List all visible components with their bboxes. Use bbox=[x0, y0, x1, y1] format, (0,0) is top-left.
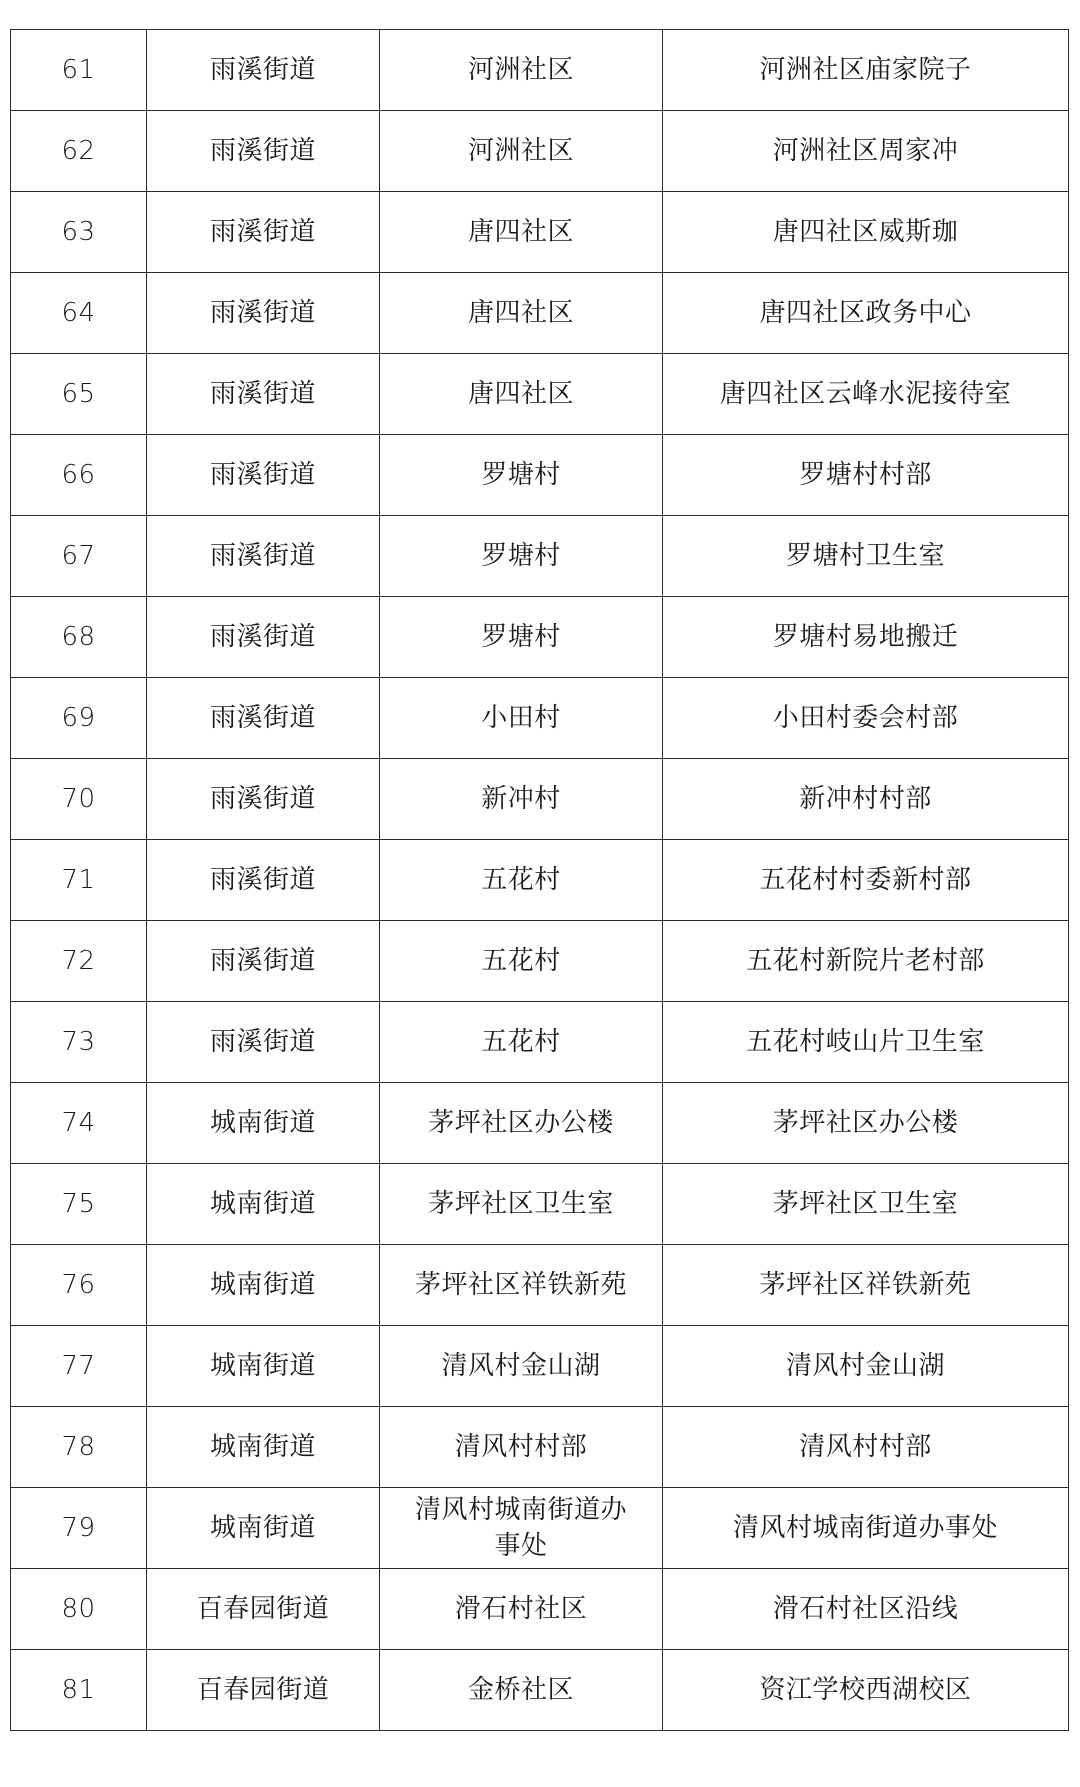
table-row bbox=[11, 1407, 1069, 1488]
row-number-cell: 63 bbox=[11, 192, 147, 273]
row-number-cell: 75 bbox=[11, 1164, 147, 1245]
community-cell: 滑石村社区 bbox=[380, 1569, 663, 1650]
row-number-cell: 79 bbox=[11, 1488, 147, 1569]
community-cell: 金桥社区 bbox=[380, 1650, 663, 1731]
location-cell: 清风村金山湖 bbox=[663, 1326, 1069, 1407]
location-cell: 茅坪社区办公楼 bbox=[663, 1083, 1069, 1164]
row-number-cell: 80 bbox=[11, 1569, 147, 1650]
community-cell: 五花村 bbox=[380, 1002, 663, 1083]
location-cell: 罗塘村村部 bbox=[663, 435, 1069, 516]
row-number-cell: 61 bbox=[11, 30, 147, 111]
location-cell: 唐四社区政务中心 bbox=[663, 273, 1069, 354]
table-row bbox=[11, 1326, 1069, 1407]
location-cell: 滑石村社区沿线 bbox=[663, 1569, 1069, 1650]
community-cell: 小田村 bbox=[380, 678, 663, 759]
location-cell: 五花村新院片老村部 bbox=[663, 921, 1069, 1002]
location-cell: 资江学校西湖校区 bbox=[663, 1650, 1069, 1731]
location-cell: 五花村村委新村部 bbox=[663, 840, 1069, 921]
street-cell: 雨溪街道 bbox=[147, 921, 380, 1002]
table-row bbox=[11, 1650, 1069, 1731]
community-cell: 茅坪社区办公楼 bbox=[380, 1083, 663, 1164]
table-row bbox=[11, 354, 1069, 435]
table-row bbox=[11, 597, 1069, 678]
community-cell: 唐四社区 bbox=[380, 273, 663, 354]
community-cell: 罗塘村 bbox=[380, 435, 663, 516]
community-cell: 五花村 bbox=[380, 921, 663, 1002]
table-row bbox=[11, 1164, 1069, 1245]
community-cell: 罗塘村 bbox=[380, 516, 663, 597]
community-cell: 茅坪社区祥铁新苑 bbox=[380, 1245, 663, 1326]
row-number-cell: 76 bbox=[11, 1245, 147, 1326]
location-cell: 小田村委会村部 bbox=[663, 678, 1069, 759]
street-cell: 城南街道 bbox=[147, 1083, 380, 1164]
row-number-cell: 74 bbox=[11, 1083, 147, 1164]
row-number-cell: 69 bbox=[11, 678, 147, 759]
table-row bbox=[11, 516, 1069, 597]
street-cell: 城南街道 bbox=[147, 1164, 380, 1245]
street-cell: 雨溪街道 bbox=[147, 759, 380, 840]
location-cell: 河洲社区周家冲 bbox=[663, 111, 1069, 192]
street-cell: 百春园街道 bbox=[147, 1650, 380, 1731]
location-cell: 新冲村村部 bbox=[663, 759, 1069, 840]
street-cell: 雨溪街道 bbox=[147, 273, 380, 354]
street-cell: 雨溪街道 bbox=[147, 516, 380, 597]
table-row bbox=[11, 1002, 1069, 1083]
location-cell: 五花村岐山片卫生室 bbox=[663, 1002, 1069, 1083]
row-number-cell: 72 bbox=[11, 921, 147, 1002]
street-cell: 雨溪街道 bbox=[147, 111, 380, 192]
street-cell: 雨溪街道 bbox=[147, 354, 380, 435]
table-row bbox=[11, 30, 1069, 111]
location-cell: 清风村村部 bbox=[663, 1407, 1069, 1488]
table-row bbox=[11, 1569, 1069, 1650]
location-cell: 茅坪社区卫生室 bbox=[663, 1164, 1069, 1245]
street-cell: 城南街道 bbox=[147, 1245, 380, 1326]
location-table bbox=[10, 29, 1069, 1731]
location-cell: 罗塘村易地搬迁 bbox=[663, 597, 1069, 678]
row-number-cell: 68 bbox=[11, 597, 147, 678]
table-row bbox=[11, 435, 1069, 516]
table-row bbox=[11, 759, 1069, 840]
table-row bbox=[11, 1488, 1069, 1569]
street-cell: 雨溪街道 bbox=[147, 678, 380, 759]
table-row bbox=[11, 273, 1069, 354]
street-cell: 雨溪街道 bbox=[147, 597, 380, 678]
location-cell: 河洲社区庙家院子 bbox=[663, 30, 1069, 111]
community-cell: 茅坪社区卫生室 bbox=[380, 1164, 663, 1245]
row-number-cell: 73 bbox=[11, 1002, 147, 1083]
row-number-cell: 62 bbox=[11, 111, 147, 192]
row-number-cell: 81 bbox=[11, 1650, 147, 1731]
table-row bbox=[11, 921, 1069, 1002]
row-number-cell: 65 bbox=[11, 354, 147, 435]
community-cell: 罗塘村 bbox=[380, 597, 663, 678]
row-number-cell: 77 bbox=[11, 1326, 147, 1407]
community-cell: 清风村金山湖 bbox=[380, 1326, 663, 1407]
table-body bbox=[11, 30, 1069, 1731]
street-cell: 雨溪街道 bbox=[147, 840, 380, 921]
community-cell: 河洲社区 bbox=[380, 111, 663, 192]
row-number-cell: 66 bbox=[11, 435, 147, 516]
street-cell: 城南街道 bbox=[147, 1488, 380, 1569]
table-row bbox=[11, 1083, 1069, 1164]
community-cell: 唐四社区 bbox=[380, 354, 663, 435]
table-row bbox=[11, 1245, 1069, 1326]
table-row bbox=[11, 111, 1069, 192]
table-row bbox=[11, 678, 1069, 759]
street-cell: 雨溪街道 bbox=[147, 30, 380, 111]
street-cell: 雨溪街道 bbox=[147, 192, 380, 273]
location-cell: 清风村城南街道办事处 bbox=[663, 1488, 1069, 1569]
street-cell: 城南街道 bbox=[147, 1326, 380, 1407]
community-cell: 清风村村部 bbox=[380, 1407, 663, 1488]
street-cell: 城南街道 bbox=[147, 1407, 380, 1488]
row-number-cell: 78 bbox=[11, 1407, 147, 1488]
location-cell: 罗塘村卫生室 bbox=[663, 516, 1069, 597]
location-cell: 茅坪社区祥铁新苑 bbox=[663, 1245, 1069, 1326]
location-cell: 唐四社区威斯珈 bbox=[663, 192, 1069, 273]
community-cell: 唐四社区 bbox=[380, 192, 663, 273]
location-cell: 唐四社区云峰水泥接待室 bbox=[663, 354, 1069, 435]
community-cell: 河洲社区 bbox=[380, 30, 663, 111]
community-cell: 清风村城南街道办事处 bbox=[380, 1488, 663, 1569]
community-cell: 五花村 bbox=[380, 840, 663, 921]
table-row bbox=[11, 840, 1069, 921]
row-number-cell: 71 bbox=[11, 840, 147, 921]
street-cell: 雨溪街道 bbox=[147, 1002, 380, 1083]
row-number-cell: 67 bbox=[11, 516, 147, 597]
street-cell: 雨溪街道 bbox=[147, 435, 380, 516]
row-number-cell: 64 bbox=[11, 273, 147, 354]
table-row bbox=[11, 192, 1069, 273]
row-number-cell: 70 bbox=[11, 759, 147, 840]
street-cell: 百春园街道 bbox=[147, 1569, 380, 1650]
community-cell: 新冲村 bbox=[380, 759, 663, 840]
